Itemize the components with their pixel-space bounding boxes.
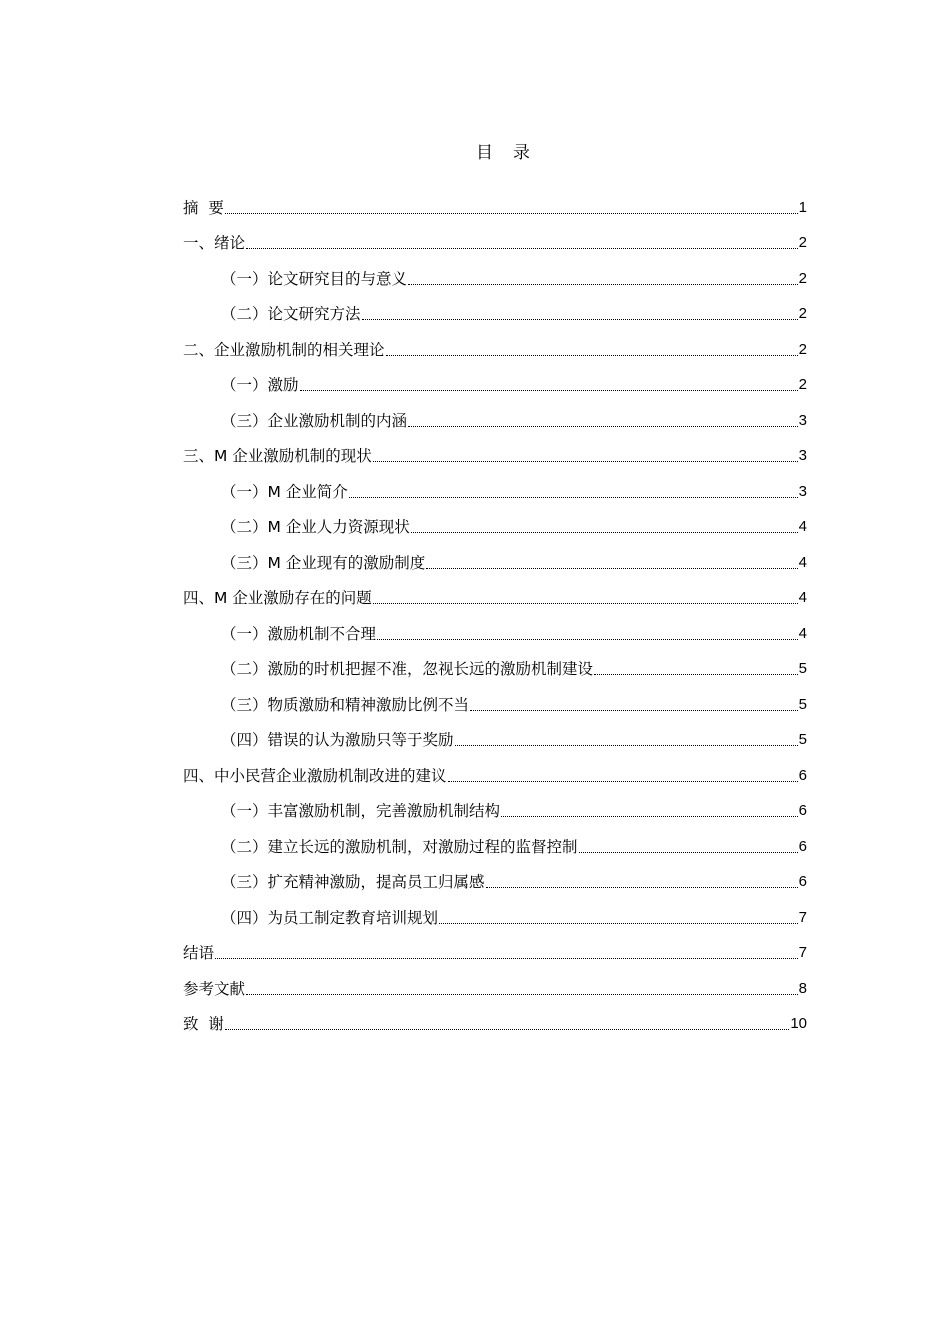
toc-entry-label: 一、绪论 bbox=[183, 234, 246, 252]
toc-dot-leader bbox=[501, 816, 798, 817]
toc-entry-page-number: 4 bbox=[798, 518, 807, 535]
toc-entry-label: （一）论文研究目的与意义 bbox=[221, 269, 408, 288]
toc-entry-label: （一）激励 bbox=[221, 376, 299, 394]
toc-entry[interactable] bbox=[183, 644, 807, 680]
toc-entry[interactable] bbox=[183, 182, 807, 218]
toc-entry-label: （三）M 企业现有的激励制度 bbox=[221, 553, 426, 572]
toc-entry-page-number: 2 bbox=[798, 376, 807, 393]
toc-dot-leader bbox=[349, 497, 798, 498]
toc-entry-page-number: 6 bbox=[798, 873, 807, 890]
toc-dot-leader bbox=[225, 1029, 789, 1030]
toc-list bbox=[183, 182, 807, 1034]
toc-entry[interactable] bbox=[183, 466, 807, 502]
toc-entry[interactable] bbox=[183, 892, 807, 928]
toc-dot-leader bbox=[439, 923, 798, 924]
toc-entry-label: （三）扩充精神激励，提高员工归属感 bbox=[221, 873, 485, 891]
toc-entry-label: 致 谢 bbox=[183, 1015, 224, 1033]
toc-dot-leader bbox=[470, 710, 798, 711]
toc-entry-label: （二）建立长远的激励机制，对激励过程的监督控制 bbox=[221, 837, 578, 856]
toc-dot-leader bbox=[373, 603, 798, 604]
toc-dot-leader bbox=[448, 781, 798, 782]
toc-dot-leader bbox=[386, 355, 798, 356]
toc-entry[interactable] bbox=[183, 786, 807, 822]
toc-entry-label: 四、M 企业激励存在的问题 bbox=[183, 589, 372, 607]
toc-entry[interactable] bbox=[183, 999, 807, 1035]
toc-entry-label: 三、M 企业激励机制的现状 bbox=[183, 447, 372, 465]
toc-entry-label: （四）错误的认为激励只等于奖励 bbox=[221, 731, 454, 749]
toc-dot-leader bbox=[411, 532, 798, 533]
toc-entry-label: 四、中小民营企业激励机制改进的建议 bbox=[183, 766, 447, 785]
toc-entry[interactable] bbox=[183, 821, 807, 857]
toc-entry-page-number: 2 bbox=[798, 305, 807, 322]
toc-dot-leader bbox=[579, 852, 798, 853]
toc-dot-leader bbox=[408, 284, 798, 285]
toc-entry-page-number: 3 bbox=[798, 482, 807, 500]
toc-entry[interactable] bbox=[183, 679, 807, 715]
toc-entry[interactable] bbox=[183, 573, 807, 609]
toc-dot-leader bbox=[225, 213, 798, 214]
toc-title-right: 录 bbox=[513, 143, 530, 163]
toc-entry-label: 结语 bbox=[183, 944, 215, 962]
toc-entry-page-number: 8 bbox=[798, 979, 807, 997]
toc-dot-leader bbox=[594, 674, 798, 675]
toc-entry[interactable] bbox=[183, 253, 807, 289]
toc-entry-label: （二）激励的时机把握不准，忽视长远的激励机制建设 bbox=[221, 660, 594, 678]
toc-entry-label: （三）企业激励机制的内涵 bbox=[221, 411, 408, 430]
toc-dot-leader bbox=[246, 994, 798, 995]
toc-entry-label: （一）丰富激励机制，完善激励机制结构 bbox=[221, 802, 501, 820]
toc-entry[interactable] bbox=[183, 324, 807, 360]
toc-dot-leader bbox=[426, 568, 797, 569]
toc-entry-page-number: 2 bbox=[798, 234, 807, 251]
toc-entry[interactable] bbox=[183, 218, 807, 254]
toc-dot-leader bbox=[300, 390, 798, 391]
toc-entry[interactable] bbox=[183, 715, 807, 751]
toc-entry-page-number: 6 bbox=[798, 837, 807, 855]
toc-dot-leader bbox=[455, 745, 798, 746]
toc-entry-label: （二）M 企业人力资源现状 bbox=[221, 518, 410, 536]
toc-entry[interactable] bbox=[183, 360, 807, 396]
toc-entry-page-number: 5 bbox=[798, 660, 807, 677]
toc-dot-leader bbox=[362, 319, 798, 320]
toc-entry-page-number: 5 bbox=[798, 731, 807, 748]
toc-entry-label: 二、企业激励机制的相关理论 bbox=[183, 340, 385, 359]
toc-entry[interactable] bbox=[183, 750, 807, 786]
toc-dot-leader bbox=[246, 248, 798, 249]
toc-title-left: 目 bbox=[476, 143, 493, 163]
toc-entry-page-number: 4 bbox=[798, 589, 807, 606]
toc-entry[interactable] bbox=[183, 431, 807, 467]
toc-entry-page-number: 4 bbox=[798, 553, 807, 571]
toc-entry-label: （四）为员工制定教育培训规划 bbox=[221, 908, 439, 927]
toc-entry-page-number: 1 bbox=[798, 198, 807, 216]
toc-dot-leader bbox=[215, 958, 798, 959]
toc-entry-page-number: 3 bbox=[798, 447, 807, 464]
toc-entry[interactable] bbox=[183, 395, 807, 431]
toc-entry[interactable] bbox=[183, 857, 807, 893]
toc-entry-label: （三）物质激励和精神激励比例不当 bbox=[221, 695, 470, 714]
toc-entry-page-number: 7 bbox=[798, 908, 807, 926]
toc-title bbox=[0, 141, 950, 165]
toc-entry-page-number: 4 bbox=[798, 624, 807, 642]
toc-entry-page-number: 2 bbox=[798, 269, 807, 287]
toc-dot-leader bbox=[486, 887, 798, 888]
toc-entry[interactable] bbox=[183, 608, 807, 644]
toc-entry-page-number: 6 bbox=[798, 766, 807, 784]
toc-entry-page-number: 6 bbox=[798, 802, 807, 819]
toc-dot-leader bbox=[377, 639, 798, 640]
toc-dot-leader bbox=[373, 461, 798, 462]
toc-entry-page-number: 3 bbox=[798, 411, 807, 429]
toc-entry-page-number: 10 bbox=[790, 1015, 807, 1032]
toc-entry-label: （二）论文研究方法 bbox=[221, 305, 361, 323]
toc-entry-label: （一）激励机制不合理 bbox=[221, 624, 377, 643]
toc-entry-page-number: 5 bbox=[798, 695, 807, 713]
toc-entry-label: 参考文献 bbox=[183, 979, 246, 998]
toc-entry-page-number: 7 bbox=[798, 944, 807, 961]
toc-entry-label: 摘 要 bbox=[183, 198, 224, 217]
toc-dot-leader bbox=[408, 426, 798, 427]
toc-entry[interactable] bbox=[183, 928, 807, 964]
toc-entry[interactable] bbox=[183, 537, 807, 573]
toc-entry[interactable] bbox=[183, 289, 807, 325]
toc-entry-label: （一）M 企业简介 bbox=[221, 482, 348, 501]
toc-entry-page-number: 2 bbox=[798, 340, 807, 358]
toc-entry[interactable] bbox=[183, 502, 807, 538]
toc-entry[interactable] bbox=[183, 963, 807, 999]
